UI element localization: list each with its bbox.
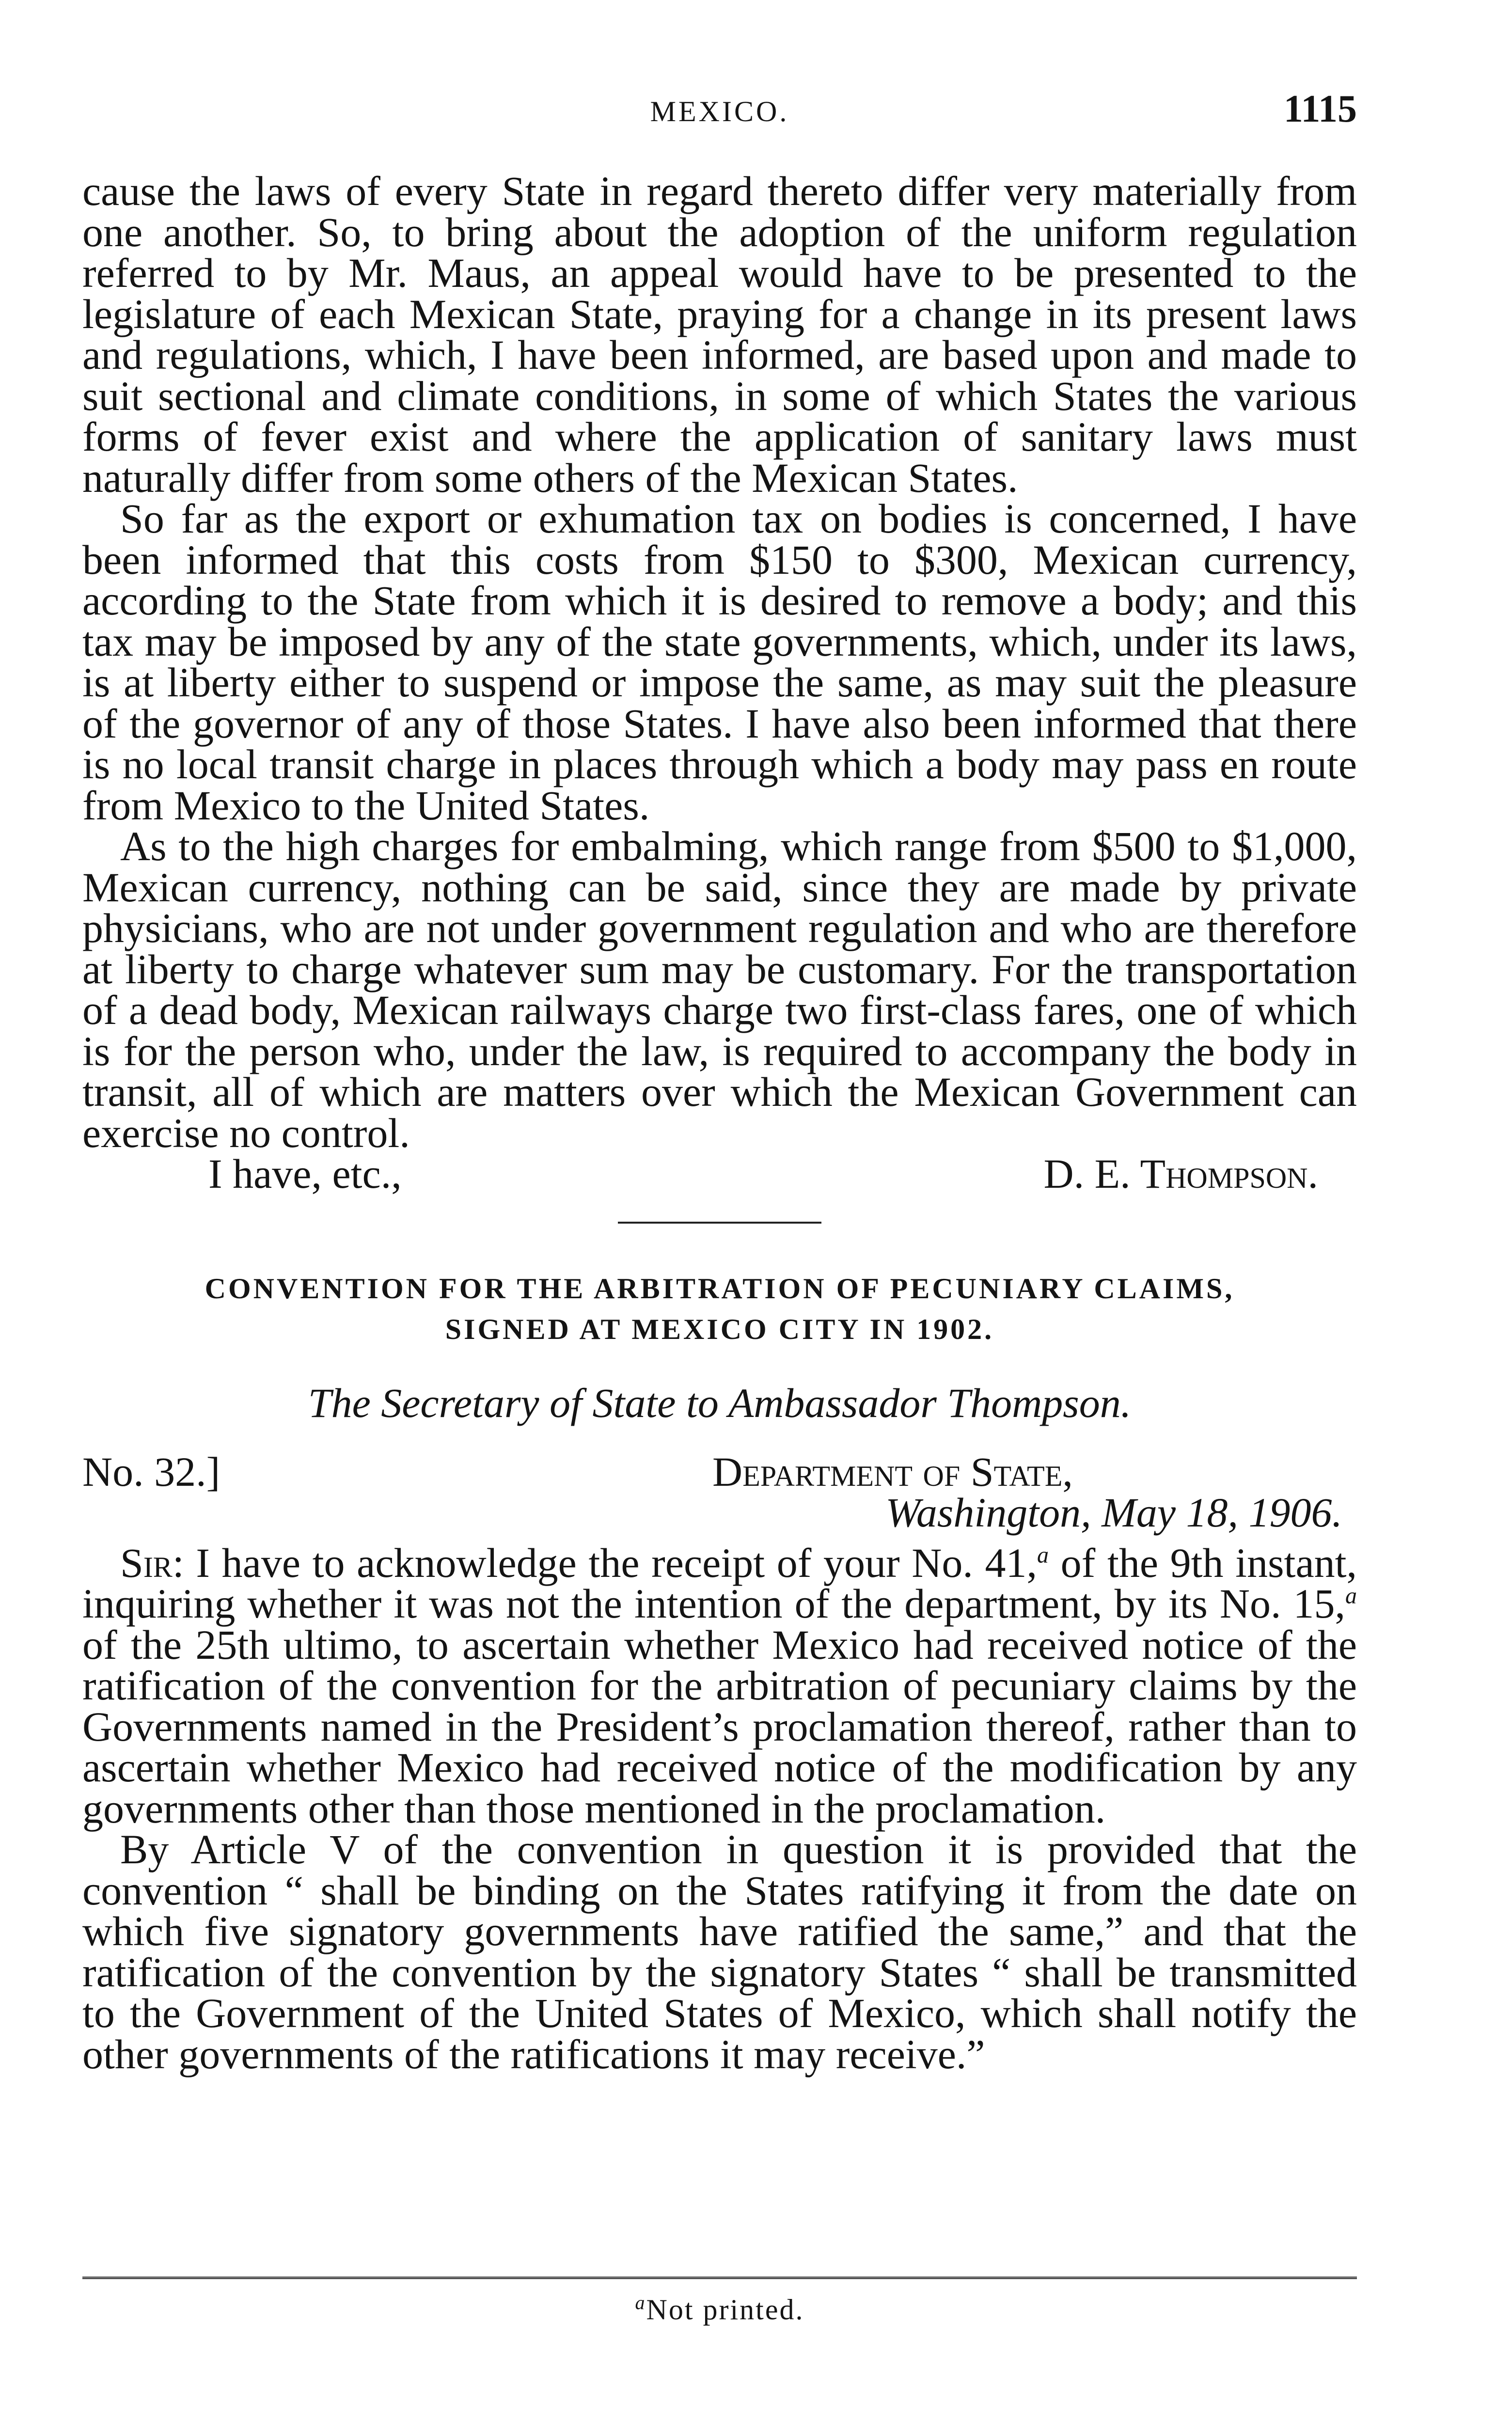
place-and-date: Washington, May 18, 1906. [885, 1489, 1342, 1536]
paragraph-acknowledgement-part-1: I have to acknowledge the receipt of your No. 41, [196, 1539, 1038, 1586]
paragraph-embalming-charges: As to the high charges for embalming, which range from $500 to $1,000, Mexican currency, nothing can be said, since they are made by private physicians, who are not under government regulation and who are therefore at liberty to charge whatever sum may be customary. For the transportation of a dead body, Mexican railways charge two first-class fares, one of which is for the person who, under the law, is required to accompany the body in transit, all of which are matters over which the Mexican Government can exercise no control. [82, 823, 1357, 1156]
section-divider [618, 1222, 821, 1224]
footnote [82, 2293, 1357, 2327]
paragraph-continuation: cause the laws of every State in regard thereto differ very materially from one another. So, to bring about the adoption of the uniform regulation referred to by Mr. Maus, an appeal would have to be presented to the legislature of each Mexican State, praying for a change in its present laws and regulations, which, I have been informed, are based upon and made to suit sectional and climate conditions, in some of which States the various forms of fever exist and where the application of sanitary laws must naturally differ from some others of the Mexican States. [82, 168, 1357, 501]
footnote-ref-1[interactable]: a [1037, 1542, 1049, 1568]
closing-phrase: I have, etc., [208, 1150, 402, 1197]
paragraph-acknowledgement [82, 1539, 1357, 1832]
footnote-rule [82, 2277, 1357, 2279]
paragraph-acknowledgement-part-2: of the 9th instant, inquiring whether it was not the intention of the department, by its No. 15, [82, 1539, 1357, 1627]
footnote-ref-2[interactable]: a [1345, 1583, 1357, 1609]
department-name: Department of State, [712, 1448, 1073, 1495]
section-heading [82, 1268, 1357, 1350]
signature: D. E. Thompson. [1043, 1150, 1318, 1197]
footnote-marker: a [635, 2292, 646, 2313]
page-number: 1115 [1283, 88, 1357, 130]
running-title: MEXICO. [650, 95, 789, 127]
letter-head [82, 1448, 1357, 1539]
salutation: Sir: [120, 1539, 184, 1586]
paragraph-export-tax: So far as the export or exhumation tax on bodies is concerned, I have been informed that this costs from $150 to $300, Mexican currency, according to the State from which it is desired to remove a body; and this tax may be imposed by any of the state governments, which, under its laws, is at liberty either to suspend or impose the same, as may suit the pleasure of the governor of any of those States. I have also been informed that there is no local transit charge in places through which a body may pass en route from Mexico to the United States. [82, 495, 1357, 829]
signoff [82, 1150, 1357, 1197]
section-heading-line-2: SIGNED AT MEXICO CITY IN 1902. [445, 1313, 994, 1345]
letter-subheading: The Secretary of State to Ambassador Thompson. [308, 1379, 1132, 1426]
paragraph-acknowledgement-part-3: of the 25th ultimo, to ascertain whether Mexico had received notice of the ratification of the convention for the arbitration of pecuniary claims by the Governments named in the President’s proclamation thereof, rather than to ascertain whether Mexico had received notice of the modification by any governments other than those mentioned in the proclamation. [82, 1621, 1357, 1832]
footnote-text: Not printed. [646, 2294, 804, 2326]
section-heading-line-1: CONVENTION FOR THE ARBITRATION OF PECUNIARY CLAIMS, [205, 1272, 1235, 1305]
paragraph-article-v: By Article V of the convention in question it is provided that the convention “ shall be binding on the States ratifying it from the date on which five signatory governments have ratified the same,” and that the ratification of the convention by the signatory States “ shall be transmitted to the Government of the United States of Mexico, which shall notify the other governments of the ratifications it may receive.” [82, 1826, 1357, 2077]
body-text [82, 168, 1357, 2077]
letter-number: No. 32.] [82, 1448, 220, 1495]
running-head [82, 82, 1357, 136]
